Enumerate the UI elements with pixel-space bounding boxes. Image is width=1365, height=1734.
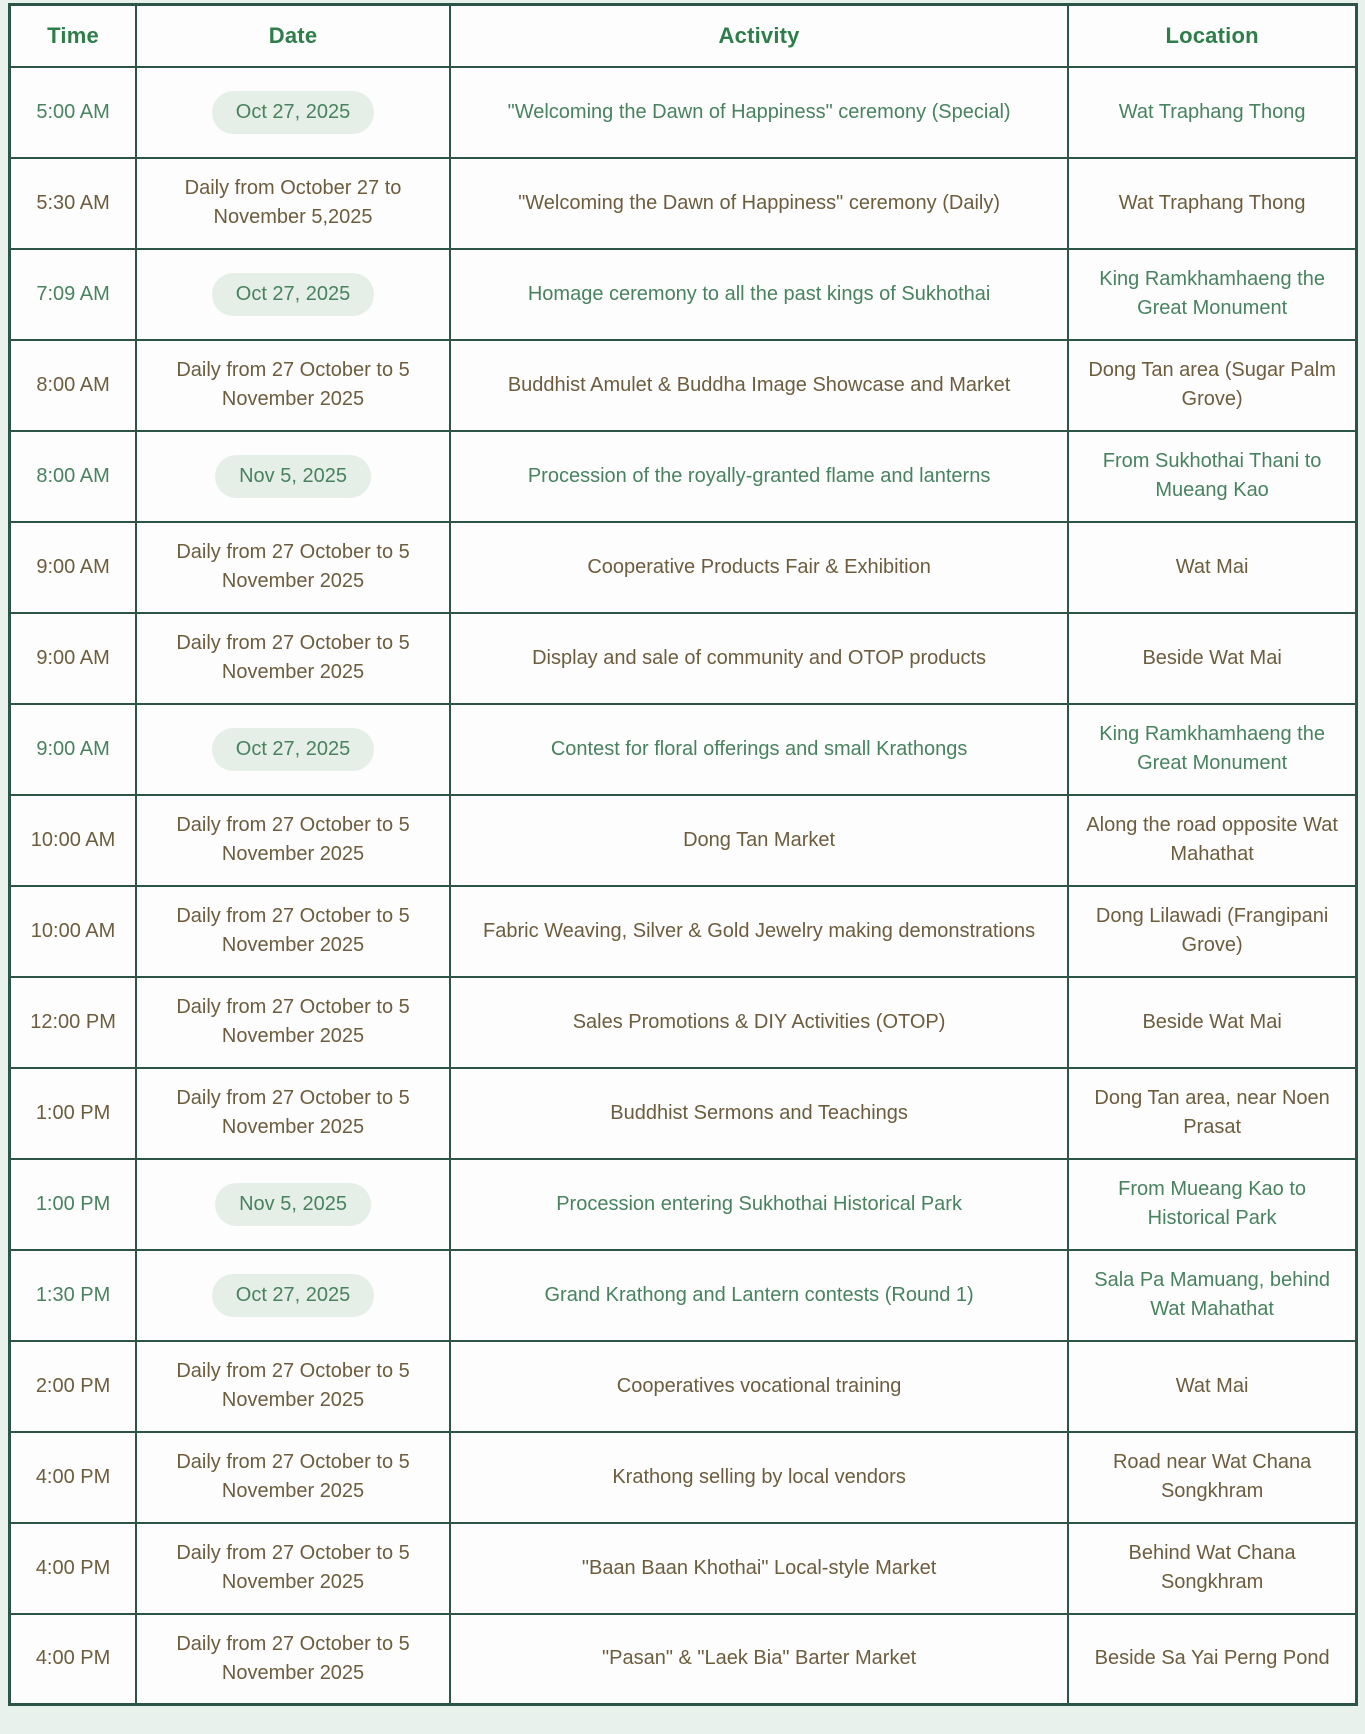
date-cell [136, 1250, 450, 1341]
time-cell: 9:00 AM [10, 613, 137, 704]
header-row [10, 5, 1357, 67]
table-row [10, 158, 1357, 249]
date-cell [136, 431, 450, 522]
date-cell: Daily from 27 October to 5 November 2025 [136, 1523, 450, 1614]
activity-cell: Buddhist Amulet & Buddha Image Showcase and Market [450, 340, 1068, 431]
date-badge: Nov 5, 2025 [215, 1183, 371, 1226]
time-cell: 1:00 PM [10, 1159, 137, 1250]
activity-cell: Buddhist Sermons and Teachings [450, 1068, 1068, 1159]
activity-cell: Krathong selling by local vendors [450, 1432, 1068, 1523]
date-cell [136, 704, 450, 795]
activity-cell: Cooperatives vocational training [450, 1341, 1068, 1432]
date-cell [136, 1159, 450, 1250]
table-row [10, 1523, 1357, 1614]
time-cell: 10:00 AM [10, 886, 137, 977]
table-row [10, 1250, 1357, 1341]
table-row [10, 704, 1357, 795]
column-header-date: Date [136, 5, 450, 67]
event-schedule-table [8, 3, 1358, 1706]
table-row [10, 249, 1357, 340]
date-cell [136, 249, 450, 340]
date-cell: Daily from 27 October to 5 November 2025 [136, 1432, 450, 1523]
location-cell: Wat Traphang Thong [1068, 158, 1356, 249]
location-cell: Dong Tan area (Sugar Palm Grove) [1068, 340, 1356, 431]
table-row [10, 1159, 1357, 1250]
location-cell: Beside Wat Mai [1068, 977, 1356, 1068]
activity-cell: Display and sale of community and OTOP products [450, 613, 1068, 704]
column-header-activity: Activity [450, 5, 1068, 67]
time-cell: 9:00 AM [10, 704, 137, 795]
date-cell: Daily from 27 October to 5 November 2025 [136, 613, 450, 704]
activity-cell: Contest for floral offerings and small Krathongs [450, 704, 1068, 795]
date-cell: Daily from 27 October to 5 November 2025 [136, 1068, 450, 1159]
table-row [10, 522, 1357, 613]
date-cell: Daily from 27 October to 5 November 2025 [136, 1614, 450, 1705]
date-badge: Oct 27, 2025 [212, 728, 375, 771]
date-badge: Oct 27, 2025 [212, 91, 375, 134]
table-row [10, 1432, 1357, 1523]
schedule-body [10, 67, 1357, 1705]
location-cell: King Ramkhamhaeng the Great Monument [1068, 249, 1356, 340]
table-row [10, 340, 1357, 431]
date-badge: Nov 5, 2025 [215, 455, 371, 498]
table-row [10, 431, 1357, 522]
activity-cell: "Baan Baan Khothai" Local-style Market [450, 1523, 1068, 1614]
time-cell: 12:00 PM [10, 977, 137, 1068]
location-cell: Wat Traphang Thong [1068, 67, 1356, 158]
location-cell: Beside Wat Mai [1068, 613, 1356, 704]
location-cell: From Mueang Kao to Historical Park [1068, 1159, 1356, 1250]
activity-cell: Cooperative Products Fair & Exhibition [450, 522, 1068, 613]
location-cell: Dong Lilawadi (Frangipani Grove) [1068, 886, 1356, 977]
table-row [10, 613, 1357, 704]
activity-cell: Grand Krathong and Lantern contests (Round 1) [450, 1250, 1068, 1341]
date-cell: Daily from 27 October to 5 November 2025 [136, 886, 450, 977]
location-cell: Road near Wat Chana Songkhram [1068, 1432, 1356, 1523]
time-cell: 2:00 PM [10, 1341, 137, 1432]
time-cell: 5:00 AM [10, 67, 137, 158]
table-row [10, 67, 1357, 158]
table-row [10, 1068, 1357, 1159]
time-cell: 8:00 AM [10, 431, 137, 522]
location-cell: Behind Wat Chana Songkhram [1068, 1523, 1356, 1614]
location-cell: Wat Mai [1068, 1341, 1356, 1432]
activity-cell: Procession entering Sukhothai Historical Park [450, 1159, 1068, 1250]
activity-cell: Fabric Weaving, Silver & Gold Jewelry making demonstrations [450, 886, 1068, 977]
activity-cell: "Welcoming the Dawn of Happiness" ceremony (Daily) [450, 158, 1068, 249]
activity-cell: Procession of the royally-granted flame and lanterns [450, 431, 1068, 522]
time-cell: 4:00 PM [10, 1432, 137, 1523]
time-cell: 10:00 AM [10, 795, 137, 886]
table-row [10, 886, 1357, 977]
time-cell: 4:00 PM [10, 1523, 137, 1614]
time-cell: 8:00 AM [10, 340, 137, 431]
time-cell: 5:30 AM [10, 158, 137, 249]
location-cell: From Sukhothai Thani to Mueang Kao [1068, 431, 1356, 522]
location-cell: Dong Tan area, near Noen Prasat [1068, 1068, 1356, 1159]
location-cell: Along the road opposite Wat Mahathat [1068, 795, 1356, 886]
location-cell: Wat Mai [1068, 522, 1356, 613]
activity-cell: "Pasan" & "Laek Bia" Barter Market [450, 1614, 1068, 1705]
table-row [10, 1341, 1357, 1432]
date-badge: Oct 27, 2025 [212, 1274, 375, 1317]
date-cell: Daily from 27 October to 5 November 2025 [136, 977, 450, 1068]
activity-cell: Sales Promotions & DIY Activities (OTOP) [450, 977, 1068, 1068]
table-row [10, 1614, 1357, 1705]
time-cell: 9:00 AM [10, 522, 137, 613]
location-cell: Beside Sa Yai Perng Pond [1068, 1614, 1356, 1705]
location-cell: King Ramkhamhaeng the Great Monument [1068, 704, 1356, 795]
time-cell: 7:09 AM [10, 249, 137, 340]
time-cell: 4:00 PM [10, 1614, 137, 1705]
date-cell: Daily from October 27 to November 5,2025 [136, 158, 450, 249]
time-cell: 1:30 PM [10, 1250, 137, 1341]
table-row [10, 795, 1357, 886]
activity-cell: "Welcoming the Dawn of Happiness" ceremony (Special) [450, 67, 1068, 158]
date-cell: Daily from 27 October to 5 November 2025 [136, 340, 450, 431]
date-cell: Daily from 27 October to 5 November 2025 [136, 795, 450, 886]
column-header-location: Location [1068, 5, 1356, 67]
location-cell: Sala Pa Mamuang, behind Wat Mahathat [1068, 1250, 1356, 1341]
date-badge: Oct 27, 2025 [212, 273, 375, 316]
activity-cell: Homage ceremony to all the past kings of Sukhothai [450, 249, 1068, 340]
column-header-time: Time [10, 5, 137, 67]
date-cell: Daily from 27 October to 5 November 2025 [136, 1341, 450, 1432]
table-row [10, 977, 1357, 1068]
time-cell: 1:00 PM [10, 1068, 137, 1159]
activity-cell: Dong Tan Market [450, 795, 1068, 886]
date-cell [136, 67, 450, 158]
date-cell: Daily from 27 October to 5 November 2025 [136, 522, 450, 613]
